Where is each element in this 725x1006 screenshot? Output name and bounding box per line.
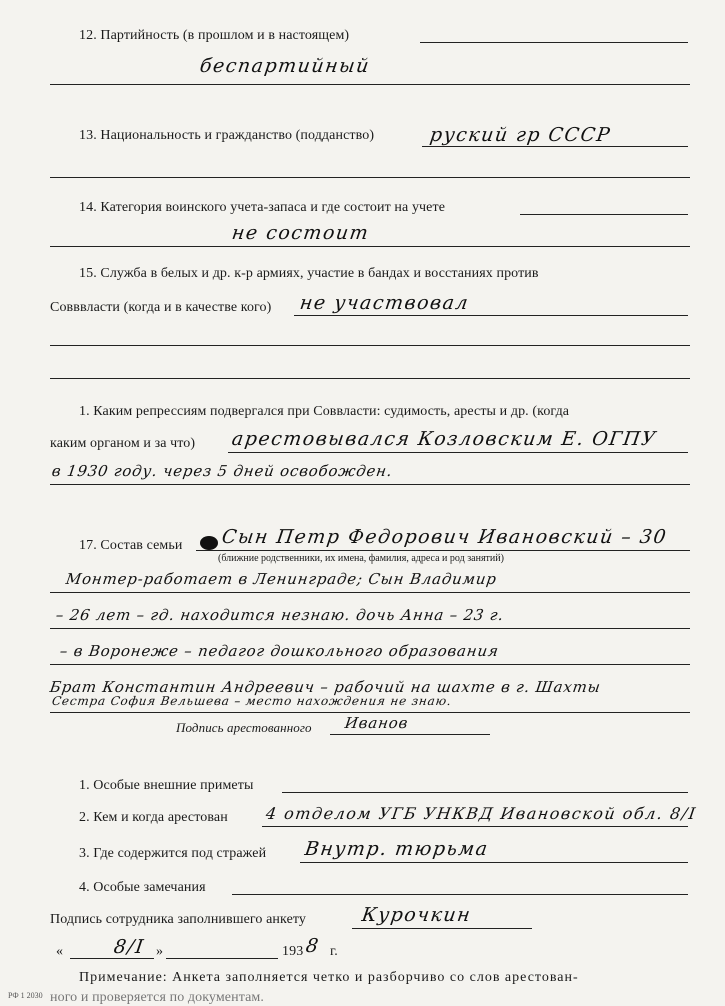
b3-line [300, 862, 688, 863]
q13-line [422, 146, 688, 147]
q14-answer: не состоит [230, 222, 371, 244]
q12-label: 12. Партийность (в прошлом и в настоящем) [79, 28, 350, 43]
q15-line-2 [50, 345, 690, 346]
b3-answer: Внутр. тюрьма [303, 838, 491, 860]
b2-line [262, 826, 688, 827]
signature-arrested-label: Подпись арестованного [176, 720, 312, 735]
q12-answer: беспартийный [198, 55, 372, 77]
q16-label-2: каким органом и за что) [50, 436, 196, 451]
q16-line [228, 452, 688, 453]
q17-line-4 [50, 664, 690, 665]
officer-signature: Курочкин [360, 904, 473, 926]
date-day-line [70, 958, 154, 959]
q13-label: 13. Национальность и гражданство (подданство) [79, 128, 375, 143]
date-quote-close: » [156, 944, 164, 959]
q15-line [294, 315, 688, 316]
q15-label-1: 15. Служба в белых и др. к-р армиях, участие в бандах и восстаниях против [79, 266, 539, 281]
q13-line-2 [50, 177, 690, 178]
note-line-2: ного и проверяется по документам. [50, 990, 264, 1005]
officer-signature-line [352, 928, 532, 929]
q17-line-2 [50, 592, 690, 593]
q16-line-2 [50, 484, 690, 485]
q16-answer-1: арестовывался Козловским Е. ОГПУ [230, 428, 659, 450]
q14-line [520, 214, 688, 215]
q17-answer-3: – 26 лет – гд. находится незнаю. дочь Анна – 23 г. [54, 606, 506, 624]
officer-signature-label: Подпись сотрудника заполнившего анкету [50, 912, 307, 927]
q13-answer: руский гр СССР [428, 124, 613, 146]
date-year-prefix: 193 [282, 944, 304, 959]
q17-line-5 [50, 712, 690, 713]
q17-sublabel: (ближние родственники, их имена, фамилия, адреса и род занятий) [218, 553, 504, 564]
b4-line [232, 894, 688, 895]
q17-line-3 [50, 628, 690, 629]
footer-code: РФ 1 2030 [8, 991, 43, 1000]
q15-line-3 [50, 378, 690, 379]
q17-answer-6: Сестра София Вельшева – место нахождения не знаю. [51, 694, 453, 708]
b2-label: 2. Кем и когда арестован [79, 810, 228, 825]
date-month-line [166, 958, 278, 959]
q17-answer-2: Монтер-работает в Ленинграде; Сын Владимир [64, 570, 499, 588]
b3-label: 3. Где содержится под стражей [79, 846, 267, 861]
b1-label: 1. Особые внешние приметы [79, 778, 254, 793]
date-quote-open: « [56, 944, 64, 959]
b4-label: 4. Особые замечания [79, 880, 206, 895]
date-year-digit: 8 [304, 935, 322, 957]
q17-label: 17. Состав семьи [79, 538, 183, 553]
date-year-suffix: г. [330, 944, 338, 959]
q17-answer-5: Брат Константин Андреевич – рабочий на шахте в г. Шахты [48, 678, 602, 696]
b2-answer: 4 отделом УГБ УНКВД Ивановской обл. 8/I [264, 804, 698, 823]
q17-answer-1: Сын Петр Федорович Ивановский – 30 [220, 526, 669, 548]
q16-answer-2: в 1930 году. через 5 дней освобожден. [50, 462, 394, 480]
q16-label-1: 1. Каким репрессиям подвергался при Соввласти: судимость, аресты и др. (когда [79, 404, 570, 419]
q12-line [420, 42, 688, 43]
signature-arrested: Иванов [343, 714, 410, 732]
q14-line-2 [50, 246, 690, 247]
b1-line [282, 792, 688, 793]
q15-answer: не участвовал [298, 292, 471, 314]
q12-line-2 [50, 84, 690, 85]
q15-label-2: Совввласти (когда и в качестве кого) [50, 300, 272, 315]
date-day: 8/I [112, 936, 147, 958]
signature-arrested-line [330, 734, 490, 735]
q14-label: 14. Категория воинского учета-запаса и где состоит на учете [79, 200, 446, 215]
q17-answer-4: – в Воронеже – педагог дошкольного образования [58, 642, 501, 660]
q17-line [196, 550, 690, 551]
note-line-1: Примечание: Анкета заполняется четко и разборчиво со слов арестован- [79, 970, 579, 985]
ink-blot [200, 536, 218, 550]
